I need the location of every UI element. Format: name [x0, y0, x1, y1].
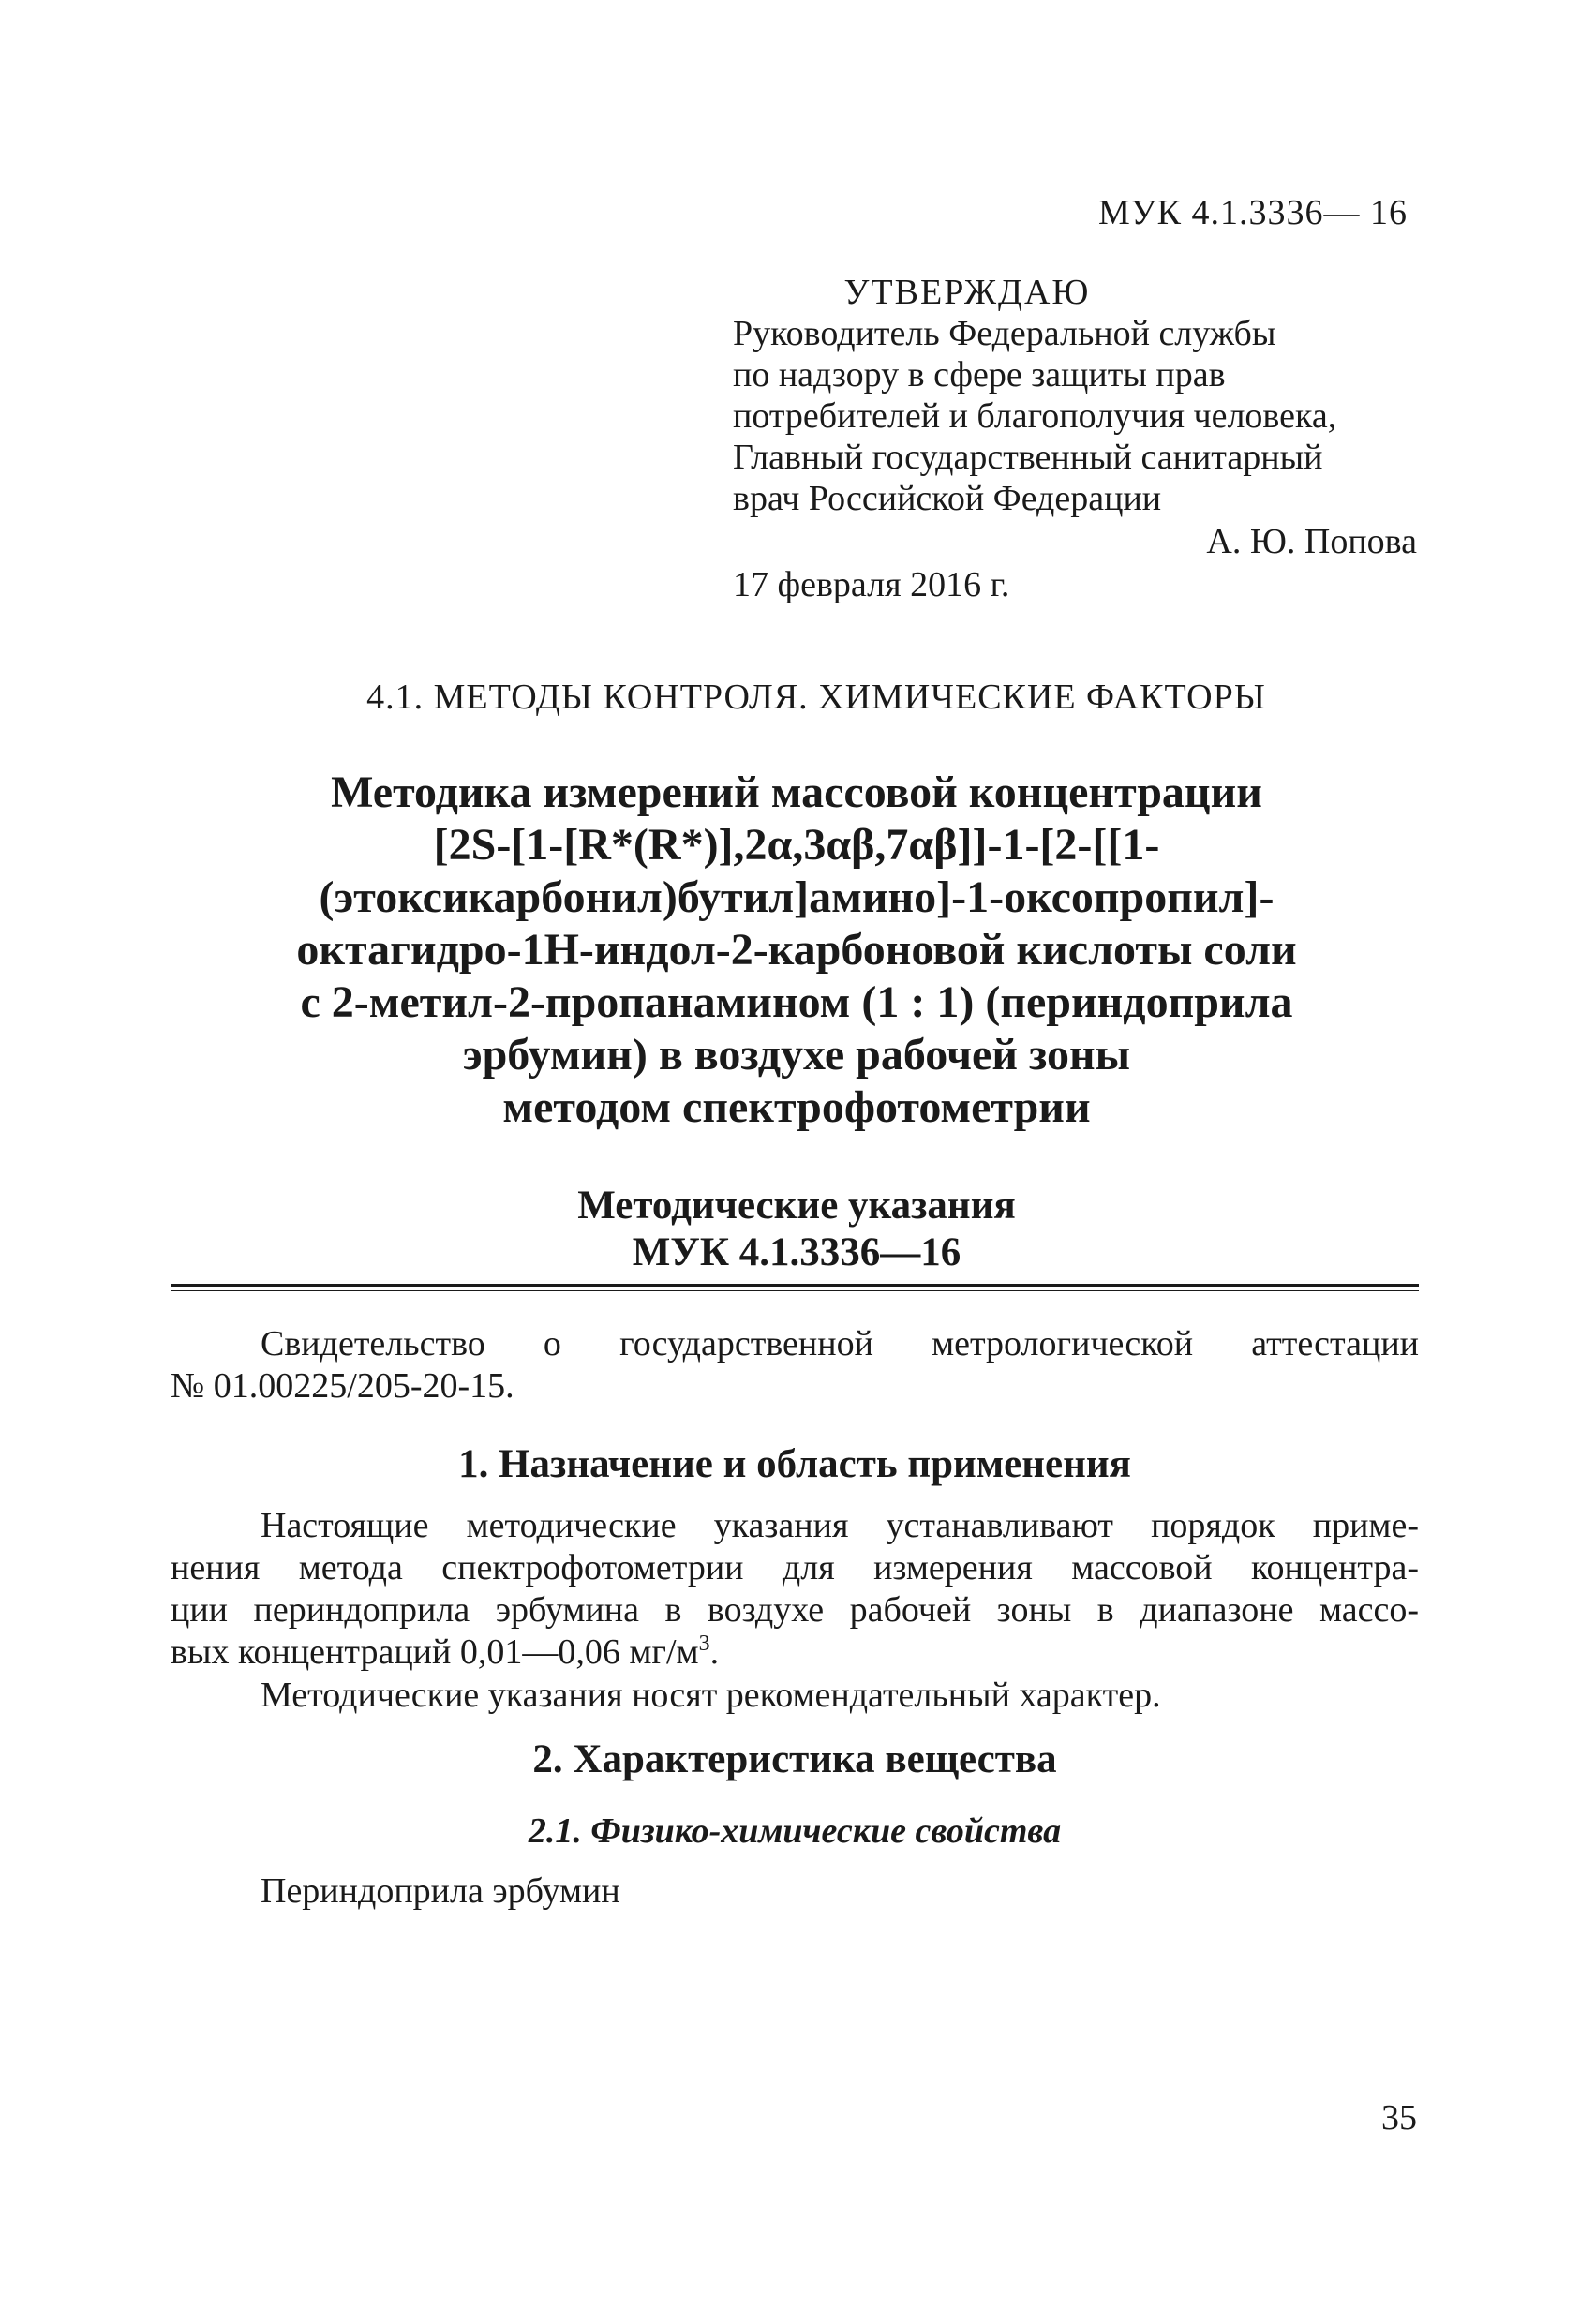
scope-line-last [171, 1631, 1419, 1674]
title-line: [2S-[1-[R*(R*)],2α,3αβ,7αβ]]-1-[2-[[1- [433, 820, 1160, 870]
approval-line: Руководитель Федеральной службы [733, 314, 1276, 353]
note-paragraph [261, 1675, 1419, 1717]
subsection-heading: 2.1. Физико-химические свойства [528, 1811, 1062, 1851]
title-line: октагидро-1Н-индол-2-карбоновой кислоты соли [296, 925, 1297, 975]
page-number: 35 [1381, 2098, 1417, 2138]
title-line: методом спектрофотометрии [502, 1082, 1091, 1132]
approval-line: потребителей и благополучия человека, [733, 396, 1337, 436]
scope-line: ции периндоприла эрбумина в воздухе рабочей зоны в диапазоне массо- [171, 1590, 1419, 1630]
subtitle-line: Методические указания [577, 1184, 1016, 1228]
approval-line: Главный государственный санитарный [733, 438, 1323, 477]
certificate-paragraph [171, 1323, 1419, 1408]
approval-heading: УТВЕРЖДАЮ [843, 273, 1091, 312]
document-subtitle [169, 1183, 1424, 1276]
title-line: Методика измерений массовой концентрации [331, 767, 1262, 817]
approval-date: 17 февраля 2016 г. [733, 565, 1010, 604]
approval-block [733, 272, 1417, 605]
scope-paragraph [171, 1505, 1419, 1674]
superscript: 3 [698, 1631, 710, 1656]
document-title [169, 767, 1424, 1134]
substance-name: Периндоприла эрбумин [261, 1871, 620, 1911]
subtitle-code: МУК 4.1.3336—16 [632, 1230, 961, 1274]
section1-heading: 1. Назначение и область применения [458, 1442, 1131, 1486]
certificate-line: Свидетельство о государственной метрологической аттестации [261, 1324, 1419, 1363]
divider-thick [171, 1284, 1419, 1287]
scope-last-text: вых концентраций 0,01—0,06 мг/м [171, 1632, 699, 1672]
document-code: МУК 4.1.3336— 16 [1097, 193, 1408, 232]
note-line: Методические указания носят рекомендательный характер. [261, 1676, 1161, 1715]
approval-line: врач Российской Федерации [733, 479, 1162, 518]
scope-last-end: . [709, 1632, 720, 1672]
section-header: 4.1. МЕТОДЫ КОНТРОЛЯ. ХИМИЧЕСКИЕ ФАКТОРЫ [366, 678, 1266, 717]
scope-line: Настоящие методические указания устанавливают порядок приме- [261, 1506, 1419, 1545]
approval-line: по надзору в сфере защиты прав [733, 355, 1226, 395]
certificate-number: № 01.00225/205-20-15. [171, 1366, 514, 1406]
scope-line: нения метода спектрофотометрии для измерения массовой концентра- [171, 1548, 1419, 1587]
title-line: (этоксикарбонил)бутил]амино]-1-оксопропил]- [319, 872, 1275, 922]
substance-paragraph [261, 1870, 1419, 1913]
divider-thin [171, 1290, 1419, 1291]
section2-heading: 2. Характеристика вещества [532, 1737, 1057, 1781]
title-line: с 2-метил-2-пропанамином (1 : 1) (периндоприла [300, 977, 1293, 1027]
approval-signer: А. Ю. Попова [1206, 522, 1417, 561]
title-line: эрбумин) в воздухе рабочей зоны [462, 1030, 1131, 1080]
